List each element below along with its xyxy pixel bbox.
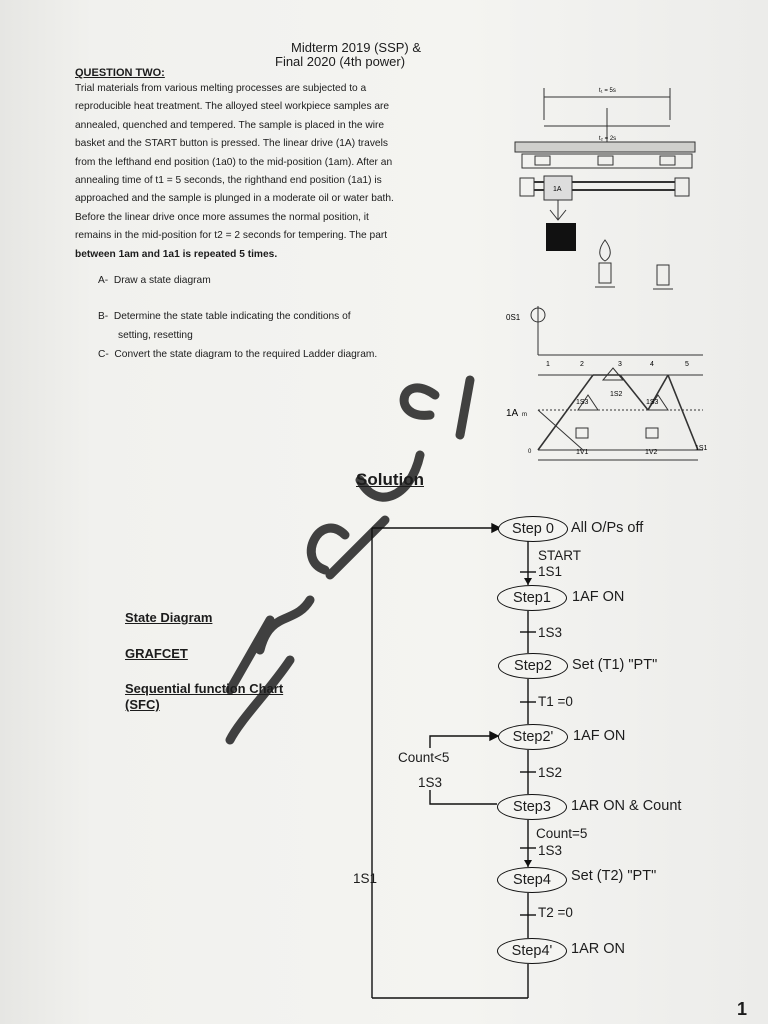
zero-marker: 0: [528, 449, 532, 455]
cylinder-label: 1A: [506, 408, 519, 419]
header-line-2: Final 2020 (4th power): [275, 54, 406, 69]
label-sfc-abbr: (SFC): [125, 697, 160, 712]
question-line: annealed, quenched and tempered. The sample is placed in the wire: [75, 119, 385, 131]
transition-1s3-b: 1S3: [538, 843, 563, 858]
transition-1s3: 1S3: [538, 625, 563, 640]
mid-marker: m: [522, 412, 527, 418]
task-a: [98, 272, 211, 290]
task-text: Convert the state diagram to the required Ladder diagram.: [114, 349, 378, 360]
position-5: 5: [685, 361, 689, 368]
question-line: from the lefthand end position (1a0) to the mid-position (1am). After an: [75, 156, 393, 168]
task-label: A-: [98, 275, 109, 286]
solution-title: Solution: [356, 470, 424, 489]
sfc-step-1: Step1: [497, 585, 567, 611]
sample-weight: [546, 223, 576, 251]
sensor-label: 1S2: [610, 391, 623, 398]
label-sfc: Sequential function Chart: [125, 681, 284, 696]
label-grafcet: GRAFCET: [125, 646, 188, 661]
loop-condition-1s3: 1S3: [418, 775, 443, 790]
question-title: QUESTION TWO:: [75, 67, 165, 79]
sfc-action-2-prime: 1AF ON: [573, 728, 626, 744]
transition-t1: T1 =0: [538, 694, 573, 709]
return-condition-1s1: 1S1: [353, 871, 378, 886]
t2-label: t₂ = 2s: [599, 136, 617, 142]
sfc-step-0: Step 0: [498, 516, 568, 542]
sfc-action-3: 1AR ON & Count: [571, 798, 682, 814]
task-b-cont: setting, resetting: [118, 330, 193, 341]
task-text: Determine the state table indicating the conditions of: [113, 311, 351, 322]
transition-count-5: Count=5: [536, 826, 588, 841]
sfc-step-4-prime: Step4': [497, 938, 567, 964]
question-line: annealing time of t1 = 5 seconds, the righthand end position (1a1) is: [75, 175, 382, 187]
question-line: Before the linear drive once more assumes the normal position, it: [75, 211, 369, 223]
position-4: 4: [650, 361, 654, 368]
sfc-step-2: Step2: [498, 653, 568, 679]
drive-label: 1A: [553, 186, 562, 193]
task-label: C-: [98, 349, 109, 360]
sfc-step-2-prime: Step2': [498, 724, 568, 750]
sfc-step-3: Step3: [497, 794, 567, 820]
position-3: 3: [618, 361, 622, 368]
sfc-action-4: Set (T2) "PT": [571, 868, 657, 884]
task-text: Draw a state diagram: [113, 275, 211, 286]
loop-condition-count: Count<5: [398, 750, 450, 765]
start-sensor-label: 0S1: [506, 313, 521, 322]
sensor-label: 1S1: [695, 445, 708, 452]
sfc-action-0: All O/Ps off: [571, 520, 644, 536]
sfc-step-4: Step4: [497, 867, 567, 893]
transition-t2: T2 =0: [538, 905, 573, 920]
question-line: basket and the START button is pressed. The linear drive (1A) travels: [75, 138, 388, 150]
sfc-action-2: Set (T1) "PT": [572, 657, 658, 673]
page-number: 1: [737, 999, 748, 1019]
linear-drive-figure: [510, 78, 710, 258]
t1-label: t₁ = 5s: [599, 88, 616, 94]
sensor-label: 1S3: [576, 399, 589, 406]
label-state-diagram: State Diagram: [125, 610, 213, 625]
transition-1s1: 1S1: [538, 564, 563, 579]
question-line: approached and the sample is plunged in a moderate oil or water bath.: [75, 193, 394, 205]
question-line: Trial materials from various melting processes are subjected to a: [75, 83, 367, 94]
position-2: 2: [580, 361, 584, 368]
valve-label: 1V2: [645, 449, 658, 456]
sensor-label: 1S3: [646, 399, 659, 406]
transition-1s2: 1S2: [538, 765, 563, 780]
question-paragraph: [75, 80, 487, 264]
sfc-action-4-prime: 1AR ON: [571, 941, 625, 957]
question-line: reproducible heat treatment. The alloyed steel workpiece samples are: [75, 101, 390, 113]
valve-label: 1V1: [576, 449, 589, 456]
burner-figure: [590, 235, 680, 305]
task-b: [98, 308, 351, 326]
task-label: B-: [98, 311, 109, 322]
sfc-action-1: 1AF ON: [572, 589, 625, 605]
position-1: 1: [546, 361, 550, 368]
transition-start: START: [538, 548, 582, 563]
header-line-1: Midterm 2019 (SSP) &: [291, 40, 422, 55]
question-bold-line: between 1am and 1a1 is repeated 5 times.: [75, 248, 278, 260]
displacement-step-diagram: [498, 300, 720, 465]
question-line: remains in the mid-position for t2 = 2 seconds for tempering. The part: [75, 230, 388, 242]
